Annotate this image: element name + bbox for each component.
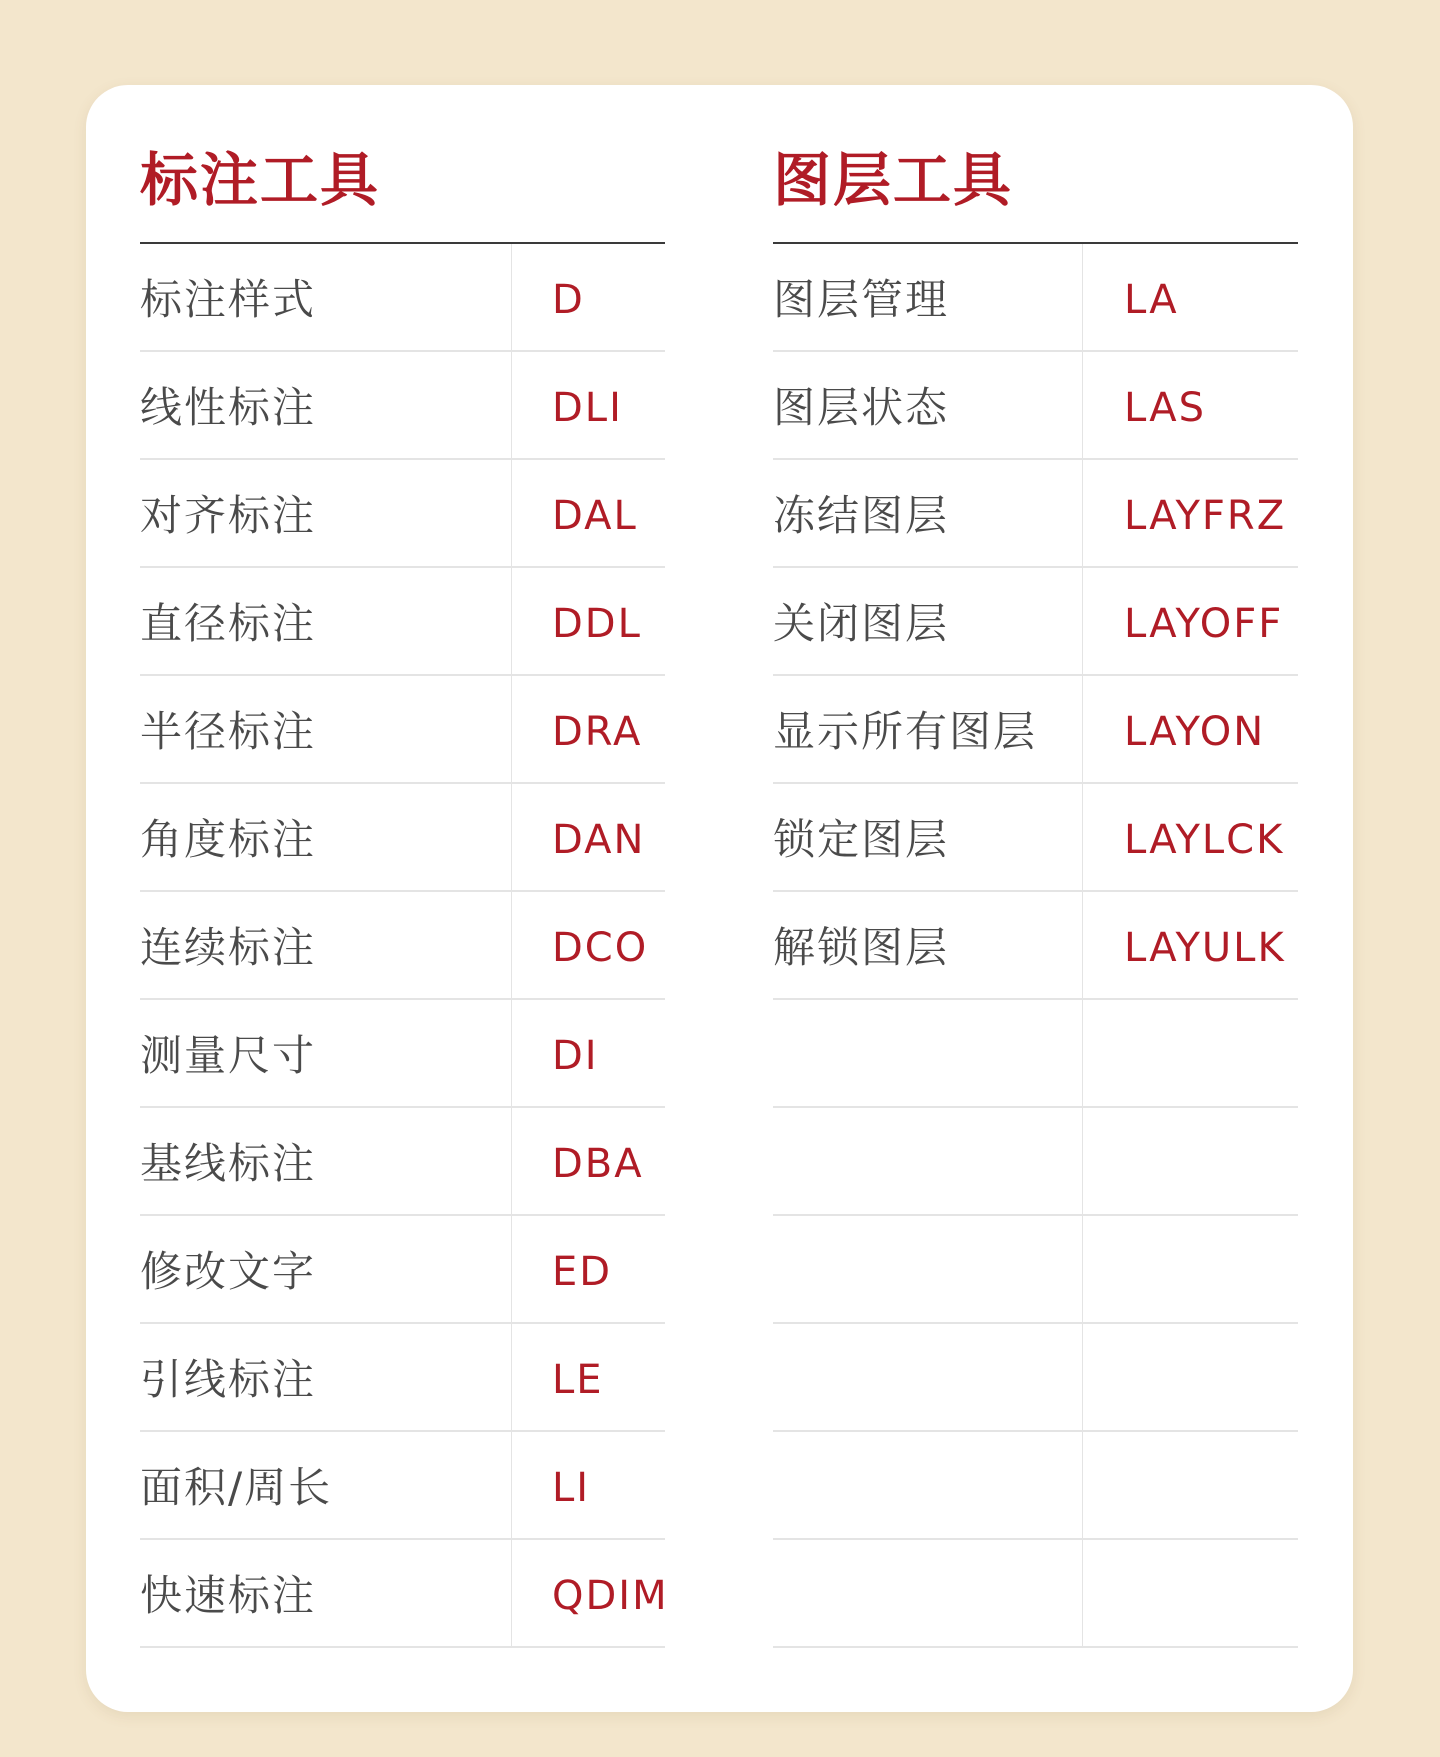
- tool-name: 测量尺寸: [140, 1031, 317, 1080]
- table-row: [140, 1540, 669, 1648]
- column-divider: [511, 676, 512, 782]
- table-row: [773, 1108, 1298, 1216]
- shortcut-code: DRA: [552, 709, 643, 755]
- table-row: [773, 676, 1298, 784]
- tool-name: 显示所有图层: [773, 707, 1038, 756]
- table-row: [140, 568, 665, 676]
- shortcut-code: LAYULK: [1124, 925, 1286, 971]
- table-row: [140, 892, 665, 1000]
- shortcut-code: QDIM: [552, 1573, 669, 1619]
- shortcut-code: DLI: [552, 385, 623, 431]
- shortcut-code: DAN: [552, 817, 646, 863]
- table-row: [773, 1324, 1298, 1432]
- column-divider: [1082, 244, 1083, 350]
- column-divider: [511, 352, 512, 458]
- table-row: [140, 352, 665, 460]
- tool-name: 快速标注: [140, 1571, 317, 1620]
- table-row: [773, 568, 1298, 676]
- table-row: [140, 1432, 665, 1540]
- table-row: [773, 1432, 1298, 1540]
- column-divider: [1082, 892, 1083, 998]
- table-row: [773, 1540, 1298, 1648]
- shortcut-code: DI: [552, 1033, 599, 1079]
- table-row: [773, 460, 1298, 568]
- tool-name: 锁定图层: [773, 815, 950, 864]
- column-divider: [1082, 568, 1083, 674]
- column-divider: [1082, 1432, 1083, 1538]
- shortcut-code: LAS: [1124, 385, 1206, 431]
- shortcut-code: LI: [552, 1465, 591, 1511]
- table-row: [140, 1324, 665, 1432]
- tool-name: 标注样式: [140, 275, 317, 324]
- tool-name: 关闭图层: [773, 599, 950, 648]
- table-row: [140, 244, 665, 352]
- shortcut-code: LAYLCK: [1124, 817, 1285, 863]
- table-row: [773, 1216, 1298, 1324]
- table-row: [140, 1108, 665, 1216]
- column-divider: [1082, 1000, 1083, 1106]
- tool-name: 面积/周长: [140, 1463, 333, 1512]
- shortcut-code: DDL: [552, 601, 642, 647]
- shortcut-code: ED: [552, 1249, 613, 1295]
- column-divider: [511, 1216, 512, 1322]
- column-divider: [1082, 1324, 1083, 1430]
- tool-name: 解锁图层: [773, 923, 950, 972]
- annotation-tools-table: [140, 244, 669, 1648]
- tool-name: 修改文字: [140, 1247, 317, 1296]
- tool-name: 连续标注: [140, 923, 317, 972]
- shortcut-code: DCO: [552, 925, 649, 971]
- column-divider: [1082, 784, 1083, 890]
- column-divider: [511, 1324, 512, 1430]
- annotation-tools-heading: 标注工具: [140, 146, 381, 214]
- tool-name: 基线标注: [140, 1139, 317, 1188]
- table-row: [140, 460, 665, 568]
- shortcut-code: LE: [552, 1357, 604, 1403]
- column-divider: [511, 1540, 512, 1646]
- column-divider: [1082, 460, 1083, 566]
- shortcut-code: LAYOFF: [1124, 601, 1284, 647]
- shortcut-code: LAYFRZ: [1124, 493, 1287, 539]
- column-divider: [511, 460, 512, 566]
- layer-tools-table: [773, 244, 1298, 1648]
- column-divider: [1082, 1108, 1083, 1214]
- column-divider: [1082, 1216, 1083, 1322]
- table-row: [773, 244, 1298, 352]
- tool-name: 直径标注: [140, 599, 317, 648]
- table-row: [773, 1000, 1298, 1108]
- shortcut-code: DBA: [552, 1141, 644, 1187]
- column-divider: [1082, 352, 1083, 458]
- table-row: [773, 784, 1298, 892]
- table-row: [140, 676, 665, 784]
- shortcut-card: [86, 85, 1353, 1712]
- tool-name: 对齐标注: [140, 491, 317, 540]
- tool-name: 图层管理: [773, 275, 950, 324]
- table-row: [773, 352, 1298, 460]
- column-divider: [1082, 1540, 1083, 1646]
- column-divider: [511, 244, 512, 350]
- table-row: [140, 784, 665, 892]
- table-row: [140, 1000, 665, 1108]
- column-divider: [511, 1432, 512, 1538]
- layer-tools-heading: 图层工具: [773, 146, 1014, 214]
- column-divider: [511, 784, 512, 890]
- table-row: [140, 1216, 665, 1324]
- tool-name: 半径标注: [140, 707, 317, 756]
- tool-name: 冻结图层: [773, 491, 950, 540]
- shortcut-code: LAYON: [1124, 709, 1266, 755]
- shortcut-code: LA: [1124, 277, 1179, 323]
- table-row: [773, 892, 1298, 1000]
- tool-name: 引线标注: [140, 1355, 317, 1404]
- tool-name: 图层状态: [773, 383, 950, 432]
- shortcut-code: D: [552, 277, 585, 323]
- column-divider: [1082, 676, 1083, 782]
- column-divider: [511, 568, 512, 674]
- tool-name: 线性标注: [140, 383, 317, 432]
- column-divider: [511, 1108, 512, 1214]
- tool-name: 角度标注: [140, 815, 317, 864]
- column-divider: [511, 1000, 512, 1106]
- shortcut-code: DAL: [552, 493, 638, 539]
- column-divider: [511, 892, 512, 998]
